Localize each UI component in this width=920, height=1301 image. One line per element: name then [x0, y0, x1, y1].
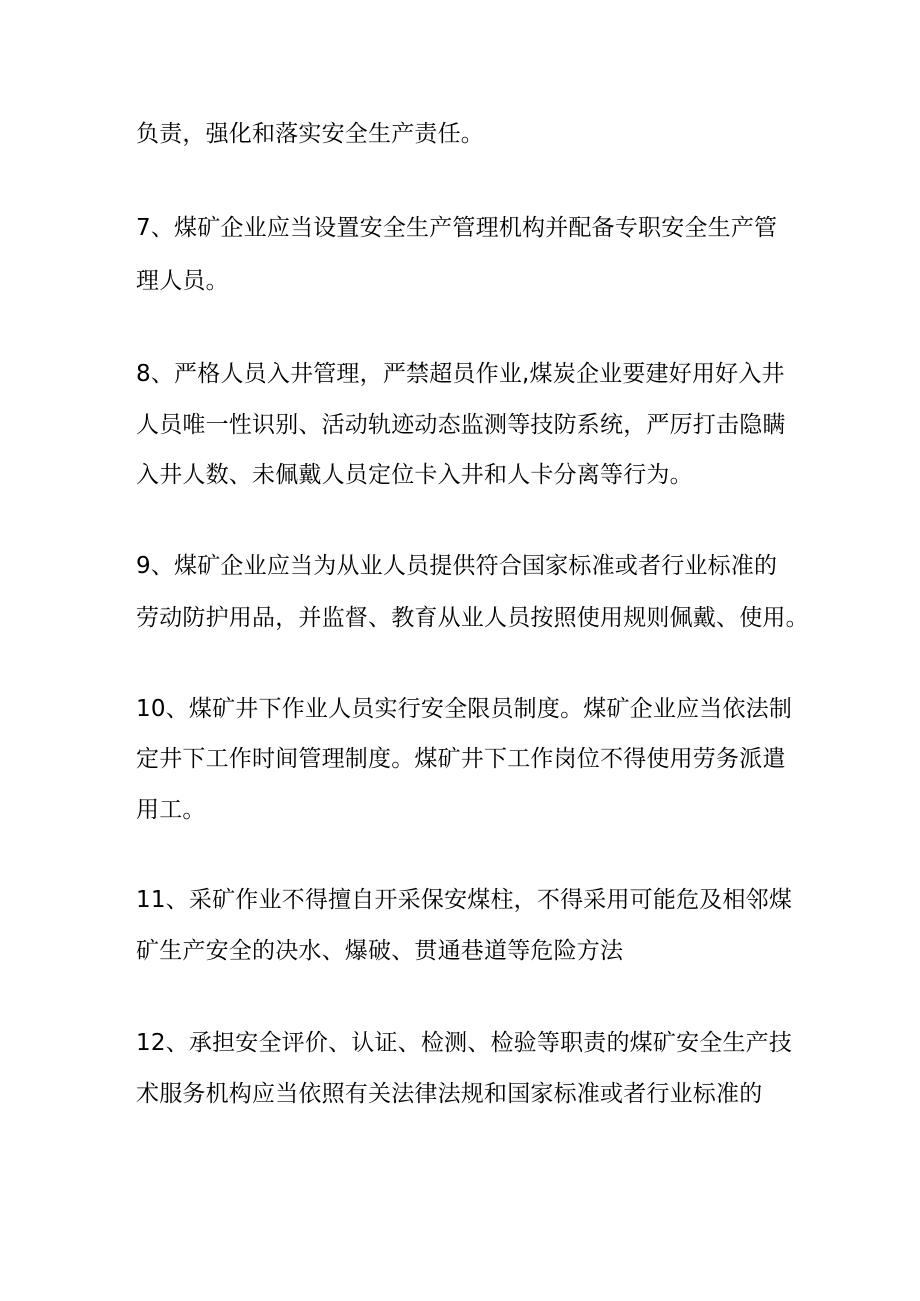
text-line: 人员唯一性识别、活动轨迹动态监测等技防系统，严厉打击隐瞒 — [136, 412, 786, 438]
text-line: 用工。 — [136, 797, 206, 823]
text-line: 12、承担安全评价、认证、检测、检验等职责的煤矿安全生产技 — [136, 1030, 793, 1056]
text-line: 矿生产安全的决水、爆破、贯通巷道等危险方法 — [136, 938, 624, 964]
text-line: 理人员。 — [136, 268, 229, 294]
text-line: 术服务机构应当依照有关法律法规和国家标准或者行业标准的 — [136, 1081, 763, 1107]
text-line: 7、煤矿企业应当设置安全生产管理机构并配备专职安全生产管 — [136, 215, 778, 241]
text-line: 入井人数、未佩戴人员定位卡入井和人卡分离等行为。 — [136, 462, 693, 488]
text-line: 劳动防护用品，并监督、教育从业人员按照使用规则佩戴、使用。 — [136, 605, 809, 631]
text-line: 8、严格人员入井管理，严禁超员作业,煤炭企业要建好用好入井 — [136, 361, 785, 387]
text-line: 10、煤矿井下作业人员实行安全限员制度。煤矿企业应当依法制 — [136, 696, 793, 722]
text-line: 负责，强化和落实安全生产责任。 — [136, 121, 484, 147]
text-line: 定井下工作时间管理制度。煤矿井下工作岗位不得使用劳务派遣 — [136, 746, 786, 772]
text-line: 9、煤矿企业应当为从业人员提供符合国家标准或者行业标准的 — [136, 553, 778, 579]
text-line: 11、采矿作业不得擅自开采保安煤柱，不得采用可能危及相邻煤 — [136, 887, 793, 913]
